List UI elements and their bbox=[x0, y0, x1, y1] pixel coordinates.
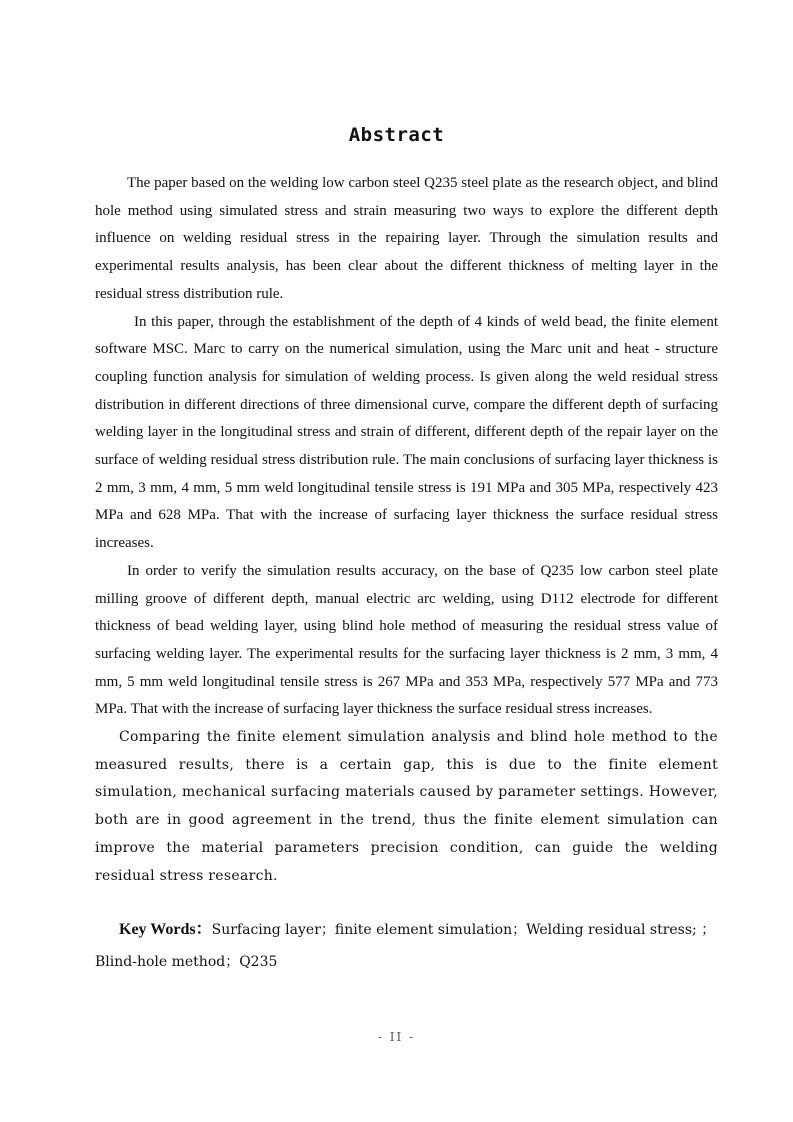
keywords-text: Surfacing layer；finite element simulation；Welding residual stress; ；Blind-hole method；Q235 bbox=[95, 922, 716, 970]
abstract-body bbox=[95, 170, 718, 890]
page-number: - II - bbox=[377, 1030, 416, 1044]
abstract-paragraph-3: In order to verify the simulation results accuracy, on the base of Q235 low carbon steel plate milling groove of different depth, manual electric arc welding, using D112 electrode for different thickness of bead welding layer, using blind hole method of measuring the residual stress value of surfacing welding layer. The experimental results for the surfacing layer thickness is 2 mm, 3 mm, 4 mm, 5 mm weld longitudinal tensile stress is 267 MPa and 353 MPa, respectively 577 MPa and 773 MPa. That with the increase of surfacing layer thickness the surface residual stress increases. bbox=[95, 562, 718, 718]
keywords-line bbox=[95, 914, 718, 978]
abstract-title: Abstract bbox=[348, 124, 445, 146]
abstract-paragraph-2: In this paper, through the establishment of the depth of 4 kinds of weld bead, the finite element software MSC. Marc to carry on the numerical simulation, using the Marc unit and heat - structure coupling function analysis for simulation of welding process. Is given along the weld residual stress distribution in different directions of three dimensional curve, compare the different depth of surfacing welding layer in the longitudinal stress and strain of different, different depth of the repair layer on the surface of welding residual stress distribution rule. The main conclusions of surfacing layer thickness is 2 mm, 3 mm, 4 mm, 5 mm weld longitudinal tensile stress is 191 MPa and 305 MPa, respectively 423 MPa and 628 MPa. That with the increase of surfacing layer thickness the surface residual stress increases. bbox=[95, 313, 718, 552]
keywords-section bbox=[95, 914, 718, 978]
abstract-paragraph-4: Comparing the finite element simulation analysis and blind hole method to the measured results, there is a certain gap, this is due to the finite element simulation, mechanical surfacing materials caused by parameter settings. However, both are in good agreement in the trend, thus the finite element simulation can improve the material parameters precision condition, can guide the welding residual stress research. bbox=[95, 729, 718, 884]
abstract-paragraph-1: The paper based on the welding low carbon steel Q235 steel plate as the research object, and blind hole method using simulated stress and strain measuring two ways to explore the different depth influence on welding residual stress in the repairing layer. Through the simulation results and experimental results analysis, has been clear about the different thickness of melting layer in the residual stress distribution rule. bbox=[95, 175, 718, 302]
keywords-label: Key Words： bbox=[119, 921, 212, 938]
